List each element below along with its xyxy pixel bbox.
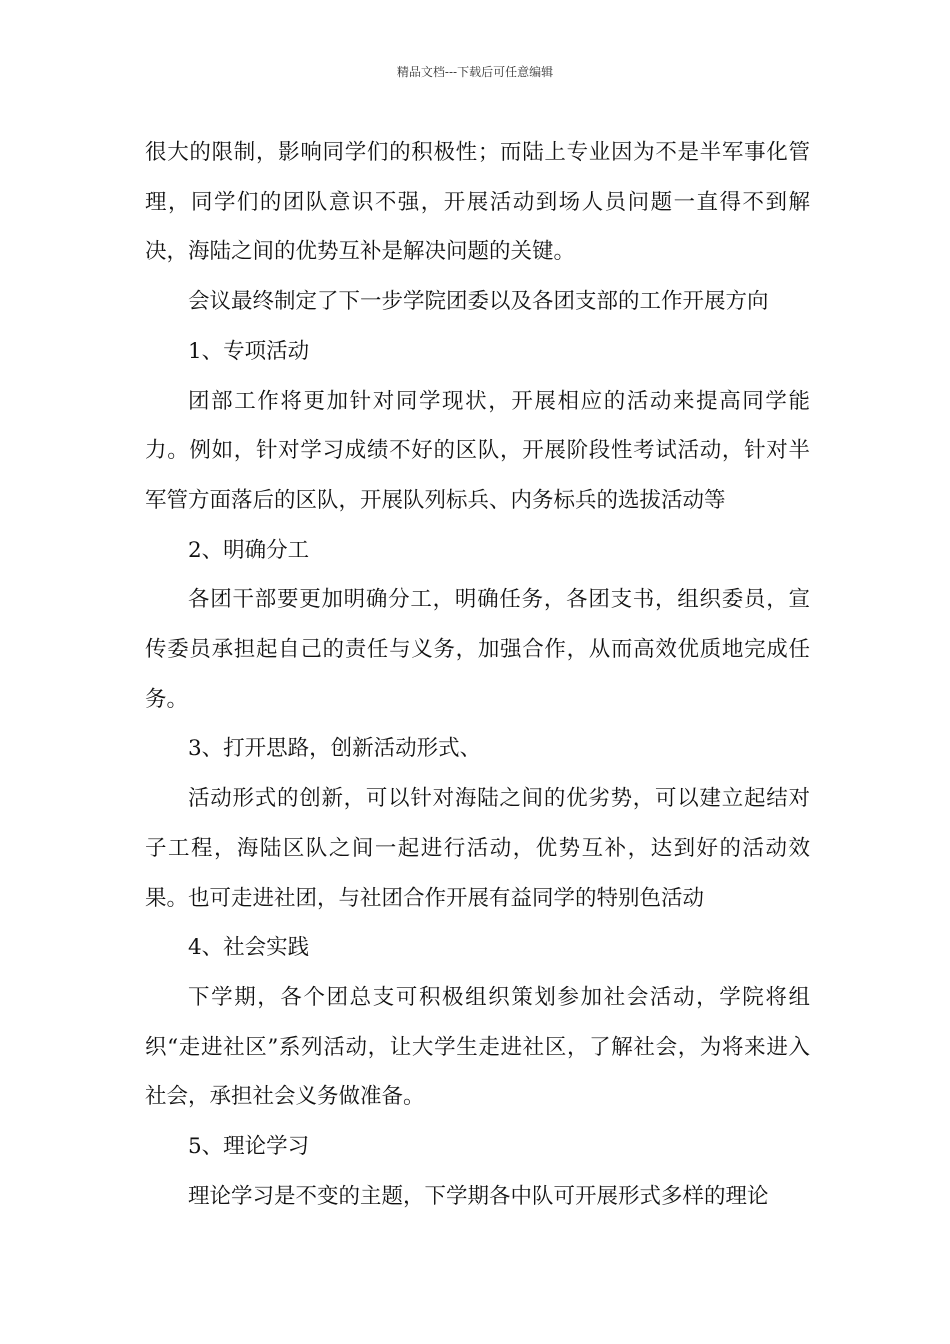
section-heading-special-activities: 1、专项活动: [188, 338, 310, 364]
paragraph-division-of-labor: 各团干部要更加明确分工，明确任务，各团支书，组织委员，宣传委员承担起自己的责任与义务，加强合作，从而高效优质地完成任务。: [145, 587, 810, 712]
paragraph-meeting-summary: 会议最终制定了下一步学院团委以及各团支部的工作开展方向: [188, 289, 769, 315]
paragraph-social-practice: 下学期，各个团总支可积极组织策划参加社会活动，学院将组织“走进社区”系列活动，让大学生走进社区，了解社会，为将来进入社会，承担社会义务做准备。: [145, 984, 810, 1110]
page-header: 精品文档---下载后可任意编辑: [396, 65, 554, 79]
section-heading-theory-study: 5、理论学习: [188, 1134, 310, 1160]
section-heading-social-practice: 4、社会实践: [188, 935, 310, 961]
section-heading-division-of-labor: 2、明确分工: [188, 537, 310, 563]
section-heading-innovation: 3、打开思路，创新活动形式、: [188, 736, 482, 762]
paragraph-special-activities: 团部工作将更加针对同学现状，开展相应的活动来提高同学能力。例如，针对学习成绩不好的区队，开展阶段性考试活动，针对半军管方面落后的区队，开展队列标兵、内务标兵的选拔活动等: [145, 388, 810, 513]
paragraph-theory-study: 理论学习是不变的主题，下学期各中队可开展形式多样的理论: [188, 1183, 769, 1209]
paragraph-innovation: 活动形式的创新，可以针对海陆之间的优劣势，可以建立起结对子工程，海陆区队之间一起进行活动，优势互补，达到好的活动效果。也可走进社团，与社团合作开展有益同学的特别色活动: [145, 786, 810, 911]
document-body: [145, 128, 810, 1221]
paragraph-continued: 很大的限制，影响同学们的积极性；而陆上专业因为不是半军事化管理，同学们的团队意识不强，开展活动到场人员问题一直得不到解决，海陆之间的优势互补是解决问题的关键。: [145, 140, 810, 265]
